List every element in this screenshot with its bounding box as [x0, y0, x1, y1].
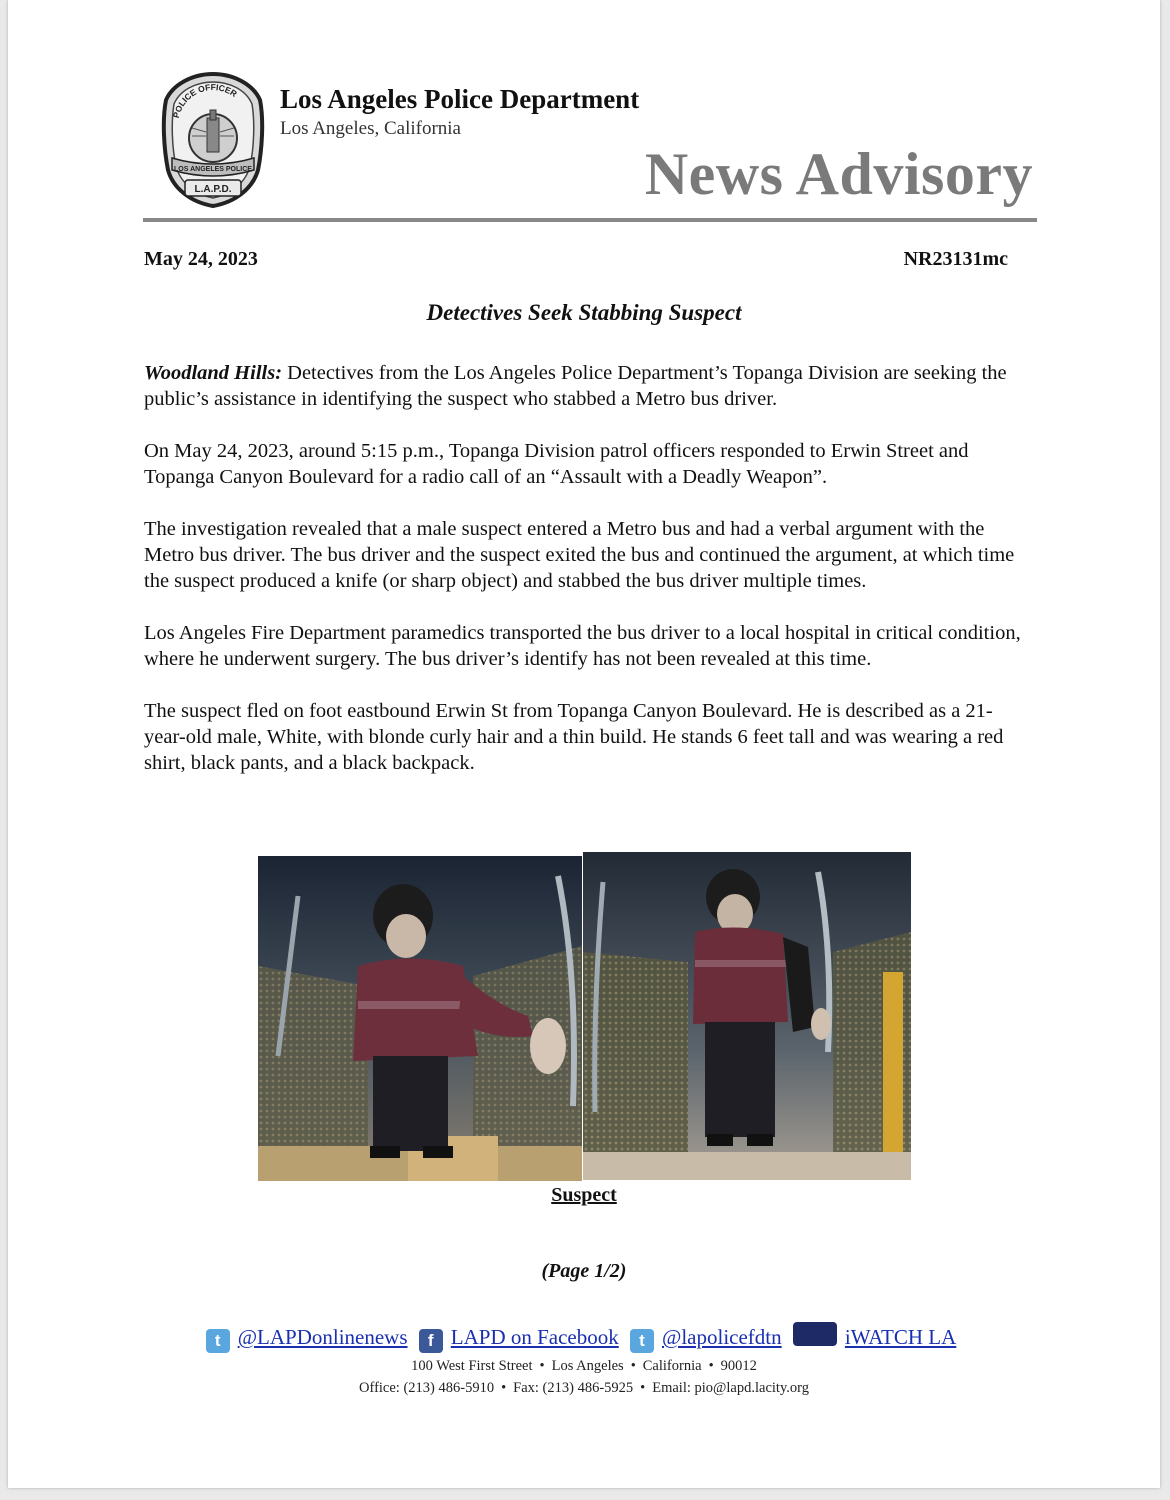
- twitter-icon: t: [206, 1329, 230, 1353]
- photo-caption: Suspect: [551, 1184, 617, 1206]
- social-links: [8, 1322, 1160, 1353]
- social-link-facebook[interactable]: LAPD on Facebook: [450, 1325, 619, 1349]
- bullet-separator: •: [630, 1358, 636, 1374]
- contact-office: Office: (213) 486-5910: [359, 1380, 495, 1396]
- paragraph-2: On May 24, 2023, around 5:15 p.m., Topanga Division patrol officers responded to Erwin Street and Topanga Canyon Boulevard for a radio call of an “Assault with a Deadly Weapon”.: [144, 440, 969, 488]
- social-link-iwatch[interactable]: iWATCH LA: [844, 1325, 957, 1349]
- paragraph-1: [144, 360, 1034, 412]
- suspect-photos: [258, 852, 912, 1182]
- social-link-lapdonlinenews[interactable]: @LAPDonlinenews: [237, 1325, 408, 1349]
- release-number: NR23131mc: [903, 248, 1008, 270]
- header-divider: [143, 218, 1037, 222]
- svg-text:POLICE OFFICER: POLICE OFFICER: [170, 81, 239, 119]
- facebook-icon: f: [419, 1329, 443, 1353]
- advisory-body: [144, 360, 1034, 802]
- document-type-heading: News Advisory: [644, 141, 1033, 207]
- suspect-photo-1: [258, 856, 582, 1181]
- paragraph-4: Los Angeles Fire Department paramedics transported the bus driver to a local hospital in critical condition, where he underwent surgery. The bus driver’s identify has not been revealed at this time.: [144, 622, 1021, 670]
- release-date: May 24, 2023: [144, 248, 258, 270]
- paragraph-3: The investigation revealed that a male suspect entered a Metro bus and had a verbal argument with the Metro bus driver. The bus driver and the suspect exited the bus and continued the argument, at which time the suspect produced a knife (or sharp object) and stabbed the bus driver multiple times.: [144, 518, 1015, 592]
- address-street: 100 West First Street: [411, 1358, 533, 1374]
- bullet-separator: •: [539, 1358, 545, 1374]
- address-state: California: [642, 1358, 702, 1374]
- advisory-title: Detectives Seek Stabbing Suspect: [426, 300, 742, 325]
- paragraph-5: The suspect fled on foot eastbound Erwin St from Topanga Canyon Boulevard. He is described as a 21-year-old male, White, with blonde curly hair and a thin build. He stands 6 feet tall and was wearing a red shirt, black pants, and a black backpack.: [144, 700, 1004, 774]
- bullet-separator: •: [708, 1358, 714, 1374]
- contact-fax: Fax: (213) 486-5925: [513, 1380, 634, 1396]
- document-page: [8, 0, 1160, 1488]
- location-label: Woodland Hills:: [144, 362, 283, 384]
- bullet-separator: •: [501, 1380, 507, 1396]
- bullet-separator: •: [640, 1380, 646, 1396]
- paragraph-1-text: Detectives from the Los Angeles Police Department’s Topanga Division are seeking the public’s assistance in identifying the suspect who stabbed a Metro bus driver.: [144, 362, 1007, 410]
- address-zip: 90012: [720, 1358, 757, 1374]
- org-name: Los Angeles Police Department: [280, 84, 640, 114]
- twitter-icon: t: [630, 1329, 654, 1353]
- iwatch-icon: [793, 1322, 837, 1346]
- footer-address: [8, 1358, 1160, 1375]
- suspect-photo-2: [583, 852, 911, 1180]
- org-location: Los Angeles, California: [280, 118, 461, 139]
- svg-text:LOS ANGELES POLICE: LOS ANGELES POLICE: [174, 166, 252, 173]
- social-link-lapolicefdtn[interactable]: @lapolicefdtn: [662, 1325, 782, 1349]
- svg-text:L.A.P.D.: L.A.P.D.: [194, 184, 232, 195]
- footer-contact: [8, 1380, 1160, 1397]
- address-city: Los Angeles: [551, 1358, 624, 1374]
- lapd-badge-seal: [158, 70, 268, 210]
- page-indicator: (Page 1/2): [541, 1260, 627, 1282]
- contact-email[interactable]: Email: pio@lapd.lacity.org: [652, 1380, 809, 1396]
